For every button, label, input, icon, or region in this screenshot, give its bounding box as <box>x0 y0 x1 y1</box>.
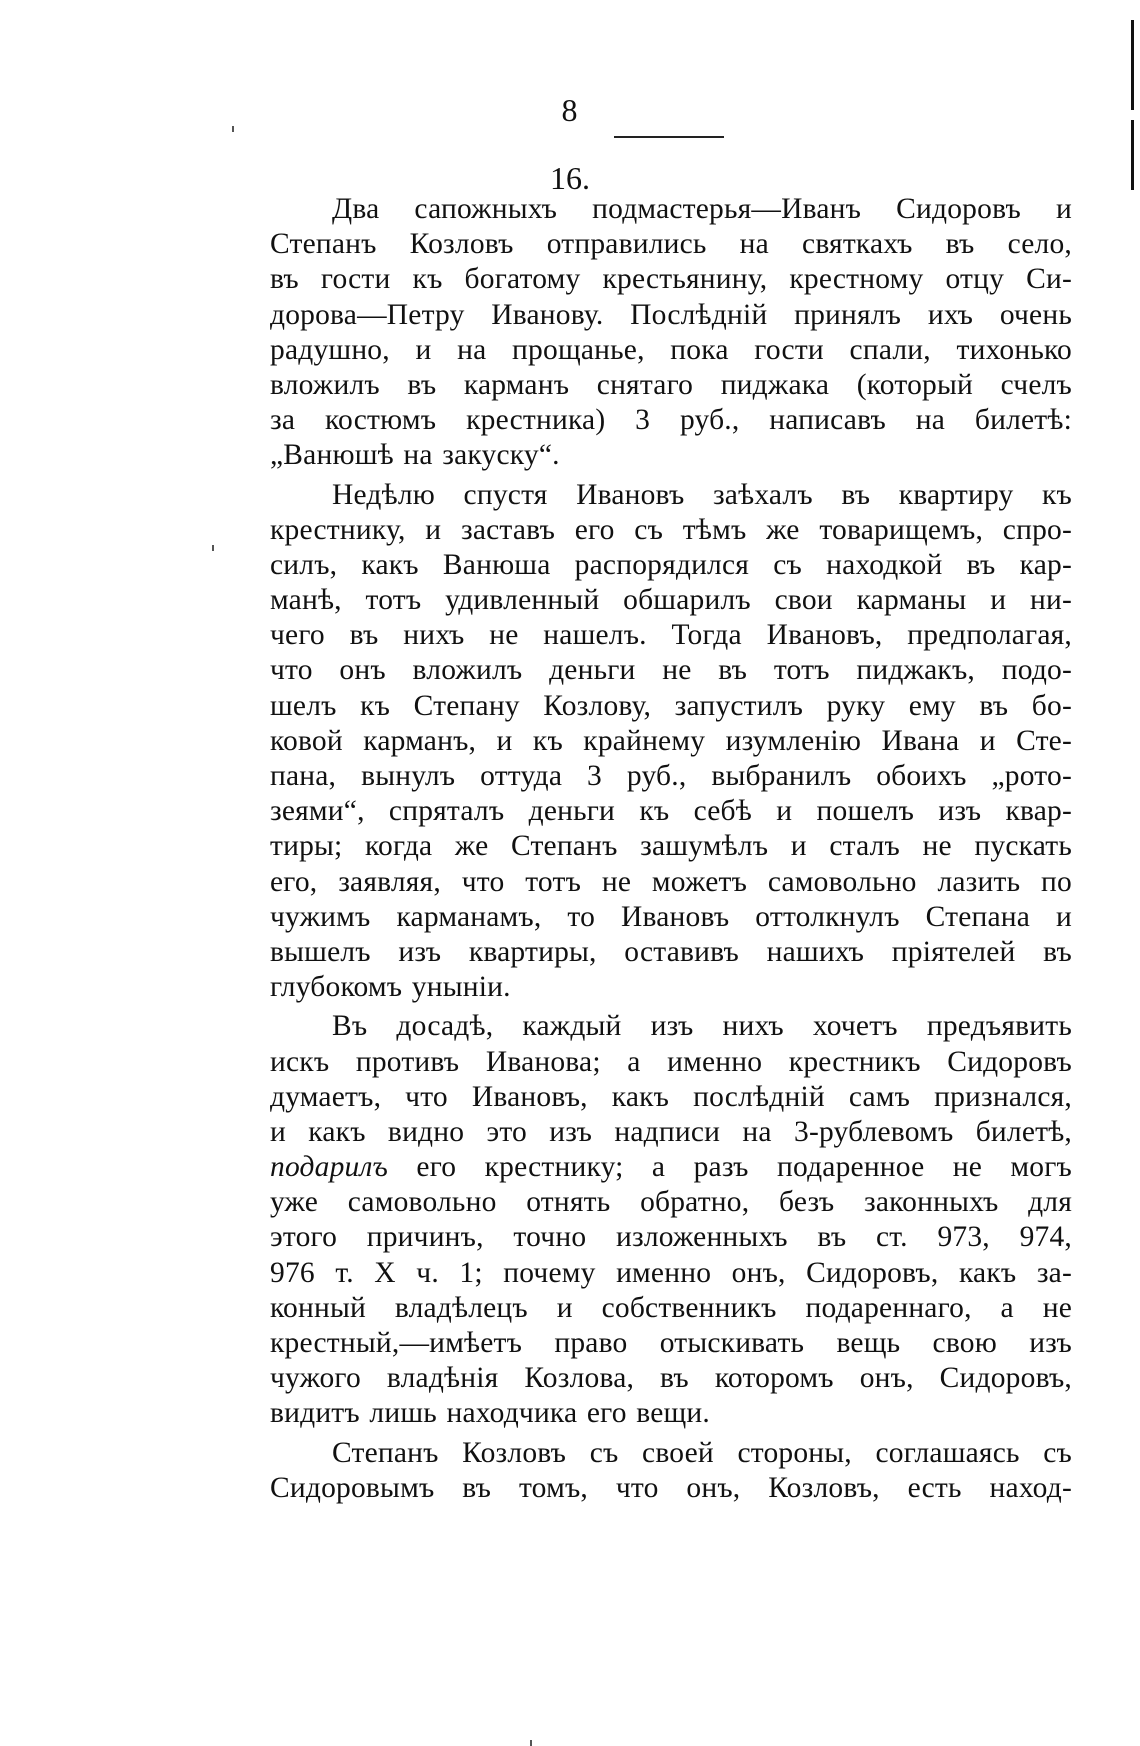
text-line: что онъ вложилъ деньги не въ тотъ пиджакъ, подо- <box>270 654 1072 687</box>
body-text <box>270 192 1072 1506</box>
text-line: силъ, какъ Ванюша распорядился съ находкой въ кар- <box>270 548 1072 581</box>
text-line: чего въ нихъ не нашелъ. Тогда Ивановъ, предполагая, <box>270 619 1072 652</box>
text-line: тиры; когда же Степанъ зашумѣлъ и сталъ не пускать <box>270 830 1072 863</box>
text-line: Два сапожныхъ подмастерья—Иванъ Сидоровъ и <box>332 193 1072 225</box>
text-line: крестнику, и заставъ его съ тѣмъ же товарищемъ, спро- <box>270 513 1072 546</box>
text-line: радушно, и на прощанье, пока гости спали, тихонько <box>270 333 1072 366</box>
text-line: пана, вынулъ оттуда 3 руб., выбранилъ обоихъ „рото- <box>270 760 1072 792</box>
text-line: этого причинъ, точно изложенныхъ въ ст. 973, 974, <box>270 1221 1072 1254</box>
page-number-rule <box>614 136 724 138</box>
text-line: Степанъ Козловъ съ своей стороны, соглашаясь съ <box>332 1436 1072 1469</box>
scan-speck <box>530 1740 532 1746</box>
text-line: „Ванюшѣ на закуску“. <box>270 439 560 472</box>
text-line: чужимъ карманамъ, то Ивановъ оттолкнулъ Степана и <box>270 900 1072 933</box>
text-line: думаетъ, что Ивановъ, какъ послѣдній самъ признался, <box>270 1080 1072 1113</box>
text-line: шелъ къ Степану Козлову, запустилъ руку ему въ бо- <box>270 689 1072 722</box>
text-line: въ гости къ богатому крестьянину, крестному отцу Си- <box>270 263 1072 296</box>
text-line: Въ досадѣ, каждый изъ нихъ хочетъ предъявить <box>332 1010 1072 1043</box>
italic-emphasis: подарилъ <box>270 1151 389 1184</box>
text-line: Недѣлю спустя Ивановъ заѣхалъ въ квартиру къ <box>332 478 1072 511</box>
text-line-with-italic: подарилъ его крестнику; а разъ подаренное не могъ <box>270 1151 1072 1184</box>
text-line: глубокомъ уныніи. <box>270 971 511 1004</box>
text-line: уже самовольно отнять обратно, безъ законныхъ для <box>270 1186 1072 1219</box>
scan-speck <box>212 545 214 551</box>
text-line: крестный,—имѣетъ право отыскивать вещь свою изъ <box>270 1327 1072 1359</box>
page-number: 8 <box>561 92 579 128</box>
text-line: 976 т. X ч. 1; почему именно онъ, Сидоровъ, какъ за- <box>270 1256 1072 1289</box>
paragraph <box>270 478 1072 1006</box>
text-line: за костюмъ крестника) 3 руб., написавъ на билетѣ: <box>270 404 1072 437</box>
text-line: ковой карманъ, и къ крайнему изумленію Ивана и Сте- <box>270 724 1072 757</box>
text-line: вложилъ въ карманъ снятаго пиджака (который счелъ <box>270 368 1072 401</box>
section-number: 16. <box>550 160 590 196</box>
text-line: дорова—Петру Иванову. Послѣдній принялъ ихъ очень <box>270 298 1072 331</box>
text-line: искъ противъ Иванова; а именно крестникъ Сидоровъ <box>270 1045 1072 1078</box>
text-line: Сидоровымъ въ томъ, что онъ, Козловъ, есть наход- <box>270 1471 1072 1504</box>
paragraph <box>270 192 1072 474</box>
text-line: манѣ, тотъ удивленный обшарилъ свои карманы и ни- <box>270 584 1072 617</box>
text-line: чужого владѣнія Козлова, въ которомъ онъ, Сидоровъ, <box>270 1362 1072 1395</box>
text-line: конный владѣлецъ и собственникъ подареннаго, а не <box>270 1291 1072 1324</box>
paragraph <box>270 1436 1072 1506</box>
text-line: его, заявляя, что тотъ не можетъ самовольно лазить по <box>270 865 1072 898</box>
text-line: и какъ видно это изъ надписи на 3-рублевомъ билетѣ, <box>270 1115 1072 1148</box>
text-line: видитъ лишь находчика его вещи. <box>270 1397 710 1430</box>
text-line: зеями“, спряталъ деньги къ себѣ и пошелъ изъ квар- <box>270 795 1072 828</box>
paragraph <box>270 1009 1072 1431</box>
text-line: Степанъ Козловъ отправились на святкахъ въ село, <box>270 228 1072 261</box>
text-line: вышелъ изъ квартиры, оставивъ нашихъ пріятелей въ <box>270 935 1072 968</box>
